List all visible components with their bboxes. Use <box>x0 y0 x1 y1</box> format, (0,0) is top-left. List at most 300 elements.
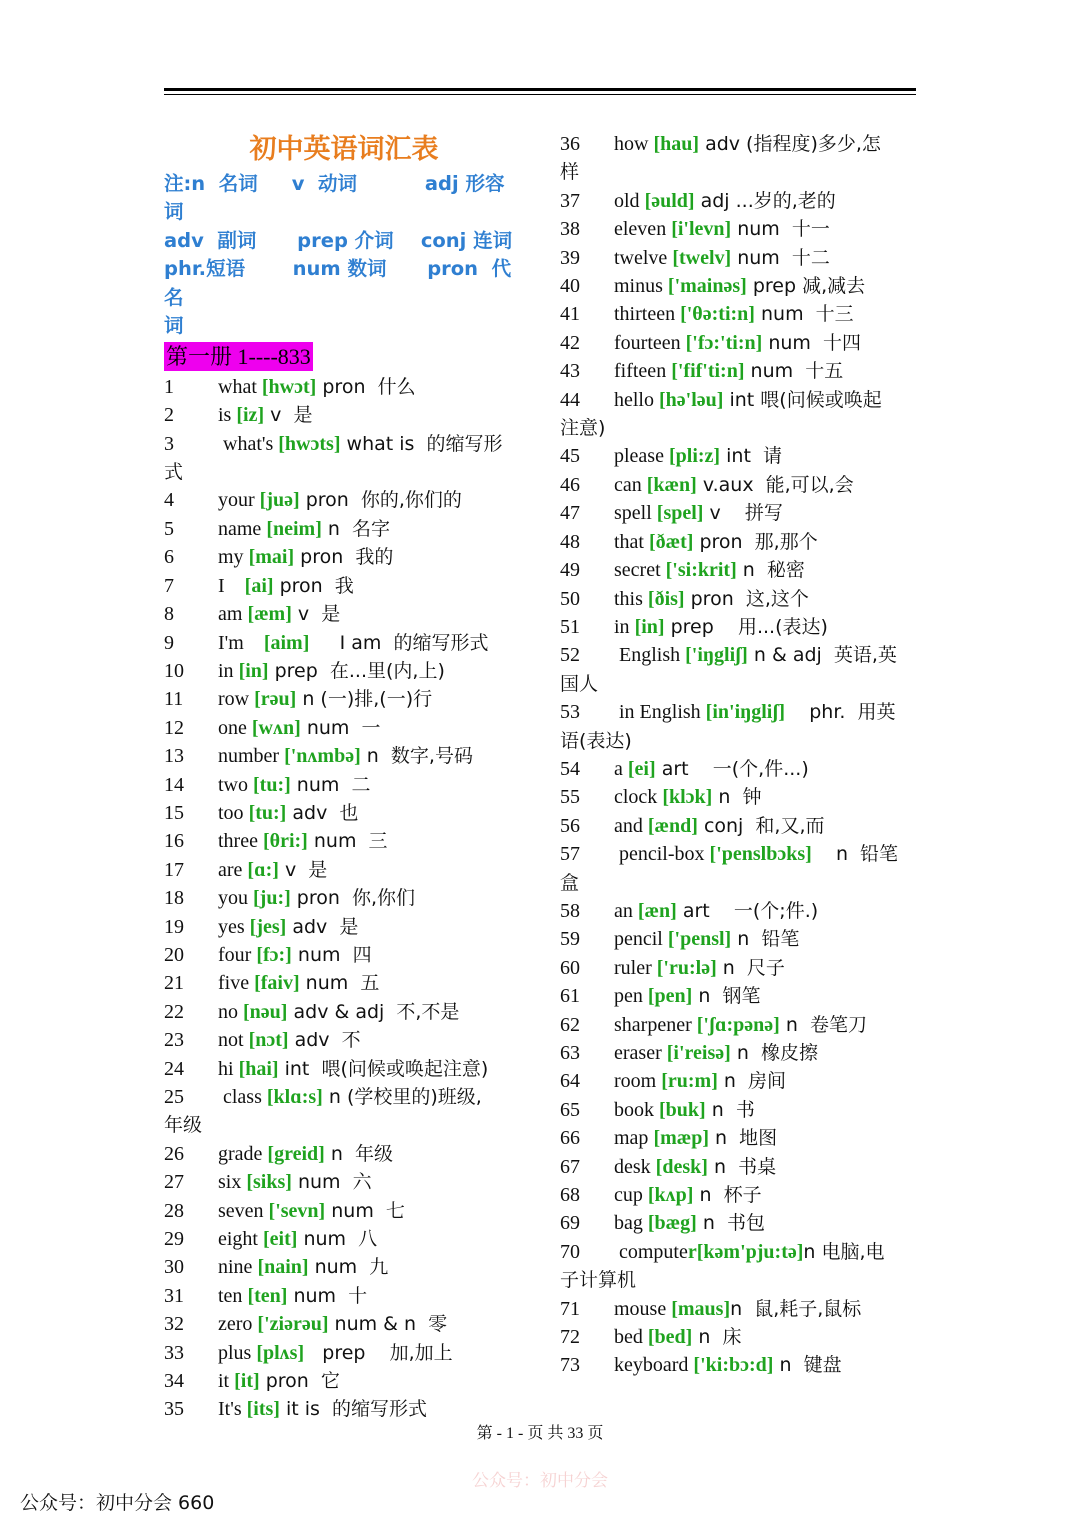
entry-word: pen <box>614 985 648 1008</box>
entry-number: 33 <box>164 1341 184 1364</box>
entry-phonetic: [iz] <box>236 404 265 427</box>
entry-meaning: n 年级 <box>324 1142 393 1165</box>
entry-meaning-continuation: 年级 <box>164 1114 203 1137</box>
entry-meaning: num 六 <box>291 1171 372 1194</box>
entry-number: 23 <box>164 1029 184 1052</box>
vocab-entry <box>560 1181 920 1209</box>
entry-phonetic: ['iŋgliʃ] <box>685 644 748 667</box>
entry-number: 28 <box>164 1199 184 1222</box>
entry-word: keyboard <box>614 1354 694 1377</box>
entry-word: in English <box>614 701 706 724</box>
entry-phonetic: [ju:] <box>253 887 291 910</box>
entry-number: 52 <box>560 644 580 667</box>
entry-meaning: v.aux 能,可以,会 <box>696 473 854 496</box>
vocab-entry <box>560 244 920 272</box>
entry-meaning: int 请 <box>720 445 782 468</box>
entry-phonetic: [bæg] <box>647 1212 697 1235</box>
entry-meaning: n 秘密 <box>736 559 805 582</box>
vocab-entry <box>164 1367 524 1395</box>
entry-meaning: pron 这,这个 <box>684 587 809 610</box>
entry-number: 30 <box>164 1256 184 1279</box>
entry-number: 45 <box>560 445 580 468</box>
entry-phonetic: ['fif'ti:n] <box>671 360 745 383</box>
entry-phonetic: [greid] <box>267 1142 325 1165</box>
entry-meaning: pron 你的,你们的 <box>299 489 462 512</box>
vocab-entry <box>560 499 920 527</box>
right-column <box>560 130 920 1380</box>
entry-phonetic: ['ru:lə] <box>656 956 717 979</box>
entry-meaning: adv & adj 不,不是 <box>287 1000 460 1023</box>
vocab-entry <box>560 329 920 357</box>
entry-word: too <box>218 801 249 824</box>
vocab-entry <box>164 486 524 514</box>
entry-number: 6 <box>164 546 174 569</box>
entry-meaning-continuation: 语(表达) <box>560 729 632 752</box>
vocab-list-left <box>164 373 524 1424</box>
entry-phonetic: [ru:m] <box>661 1070 718 1093</box>
entry-meaning: num 十四 <box>762 331 861 354</box>
vocab-entry <box>560 1067 920 1095</box>
vocab-entry <box>560 1011 920 1039</box>
entry-word: is <box>218 404 237 427</box>
entry-word: twelve <box>614 246 673 269</box>
note-line: 词 <box>164 200 184 224</box>
entry-word: hello <box>614 388 659 411</box>
entry-word: zero <box>218 1313 258 1336</box>
entry-number: 17 <box>164 858 184 881</box>
vocab-entry <box>560 1323 920 1351</box>
entry-word: desk <box>614 1155 656 1178</box>
vocab-entry <box>560 925 920 953</box>
entry-word: minus <box>614 275 668 298</box>
entry-number: 54 <box>560 757 580 780</box>
entry-meaning: n 书桌 <box>707 1155 777 1178</box>
entry-number: 9 <box>164 631 174 654</box>
entry-phonetic: [klɑ:s] <box>266 1086 323 1108</box>
entry-phonetic: [aim] <box>263 631 310 654</box>
entry-phonetic: [ten] <box>247 1284 288 1307</box>
entry-phonetic: [its] <box>246 1398 280 1421</box>
entry-word: am <box>218 603 248 626</box>
vocab-entry <box>164 600 524 628</box>
entry-number: 26 <box>164 1142 184 1165</box>
entry-phonetic: [plʌs] <box>256 1341 305 1364</box>
vocab-entry <box>560 386 920 414</box>
entry-phonetic: ['pensl] <box>667 928 732 951</box>
entry-number: 39 <box>560 246 580 269</box>
entry-word: pencil <box>614 928 668 951</box>
entry-meaning: num 十五 <box>744 360 844 383</box>
entry-word: that <box>614 530 649 553</box>
entry-number: 63 <box>560 1042 580 1064</box>
entry-meaning: adv 也 <box>286 801 359 824</box>
entry-word: number <box>218 745 285 768</box>
watermark-left: 公众号：初中分会 660 <box>20 1492 215 1514</box>
entry-meaning-continuation: 子计算机 <box>560 1269 637 1292</box>
entry-number: 62 <box>560 1013 580 1036</box>
entry-word: eight <box>218 1228 263 1251</box>
entry-word: plus <box>218 1341 257 1364</box>
entry-word: row <box>218 688 255 711</box>
entry-number: 44 <box>560 388 580 411</box>
entry-word: four <box>218 943 257 966</box>
vocab-entry <box>560 1209 920 1237</box>
entry-meaning: n 书包 <box>696 1212 765 1235</box>
entry-word: ruler <box>614 956 657 979</box>
entry-meaning: n & adj 英语,英 <box>747 644 897 667</box>
vocab-entry <box>560 982 920 1010</box>
entry-meaning: n 杯子 <box>693 1184 762 1207</box>
entry-number: 12 <box>164 716 184 739</box>
entry-meaning: v 拼写 <box>703 502 783 525</box>
entry-number: 25 <box>164 1086 184 1108</box>
entry-phonetic: [it] <box>234 1370 260 1393</box>
vocab-entry <box>164 629 524 657</box>
entry-number: 5 <box>164 517 174 540</box>
vocab-entry <box>560 1039 920 1067</box>
entry-phonetic: ['penslbɔks] <box>709 843 812 866</box>
entry-word: cup <box>614 1184 648 1207</box>
entry-number: 59 <box>560 928 580 951</box>
vocab-entry <box>560 272 920 300</box>
entry-word: old <box>614 189 645 212</box>
vocab-entry <box>164 856 524 884</box>
entry-word: bag <box>614 1212 648 1235</box>
entry-meaning: v 是 <box>291 603 341 626</box>
vocab-entry <box>164 1083 524 1111</box>
entry-word: you <box>218 887 253 910</box>
entry-meaning: adv 不 <box>288 1029 361 1052</box>
entry-meaning: pron 我的 <box>294 546 394 569</box>
entry-number: 51 <box>560 615 580 638</box>
entry-meaning: num 八 <box>297 1228 378 1251</box>
vocab-entry <box>164 1055 524 1083</box>
entry-word: five <box>218 972 255 995</box>
entry-word: eleven <box>614 218 672 241</box>
entry-word: compute <box>614 1240 688 1263</box>
entry-phonetic: [pen] <box>647 985 693 1008</box>
book-label: 第一册 1----833 <box>166 344 311 370</box>
entry-word: please <box>614 445 669 468</box>
entry-meaning: num 十 <box>287 1284 368 1307</box>
entry-meaning-continuation: 国人 <box>560 672 599 695</box>
entry-meaning: it is 的缩写形式 <box>279 1398 428 1421</box>
entry-number: 22 <box>164 1000 184 1023</box>
entry-number: 56 <box>560 814 580 837</box>
entry-meaning: conj 和,又,而 <box>697 814 825 837</box>
entry-word: yes <box>218 915 250 938</box>
entry-number: 64 <box>560 1070 580 1093</box>
entry-phonetic: [kæn] <box>646 473 697 496</box>
entry-phonetic: ['si:krit] <box>665 559 737 582</box>
entry-number: 18 <box>164 887 184 910</box>
entry-word: an <box>614 899 638 922</box>
entry-number: 37 <box>560 189 580 212</box>
vocab-entry <box>164 401 524 429</box>
entry-phonetic: [tu:] <box>248 801 287 824</box>
entry-phonetic: [pli:z] <box>668 445 721 468</box>
entry-meaning: num 五 <box>299 972 380 995</box>
entry-word: book <box>614 1098 659 1121</box>
entry-meaning: pron 我 <box>273 574 354 597</box>
header-rule <box>164 88 916 91</box>
entry-word: sharpener <box>614 1013 697 1036</box>
vocab-entry <box>164 742 524 770</box>
vocab-entry <box>164 515 524 543</box>
entry-number: 41 <box>560 303 580 326</box>
entry-number: 58 <box>560 899 580 922</box>
entry-meaning: n 房间 <box>717 1070 787 1093</box>
entry-number: 27 <box>164 1171 184 1194</box>
entry-number: 35 <box>164 1398 184 1421</box>
entry-phonetic: [æm] <box>247 603 292 626</box>
entry-number: 70 <box>560 1240 580 1263</box>
entry-word: ten <box>218 1284 248 1307</box>
entry-word: a <box>614 757 628 780</box>
entry-number: 69 <box>560 1212 580 1235</box>
entry-phonetic: [mai] <box>248 546 295 569</box>
entry-number: 4 <box>164 489 174 512</box>
vocab-entry <box>560 187 920 215</box>
vocab-entry <box>164 1339 524 1367</box>
entry-meaning: prep 用...(表达) <box>664 615 828 638</box>
entry-meaning: pron 你,你们 <box>290 887 416 910</box>
entry-meaning: n (学校里的)班级, <box>322 1086 482 1108</box>
entry-phonetic: ['mainəs] <box>667 275 747 298</box>
entry-phonetic: [ðis] <box>647 587 685 610</box>
entry-word: spell <box>614 502 657 525</box>
vocab-entry <box>560 1096 920 1124</box>
entry-number: 3 <box>164 432 174 455</box>
vocab-entry <box>560 471 920 499</box>
entry-number: 15 <box>164 801 184 824</box>
entry-meaning: n 钟 <box>712 786 762 809</box>
abbreviation-notes <box>164 170 524 340</box>
entry-phonetic: [æn] <box>637 899 677 922</box>
vocab-entry <box>164 714 524 742</box>
entry-word: nine <box>218 1256 258 1279</box>
left-column <box>164 130 524 1424</box>
vocab-entry <box>164 827 524 855</box>
entry-phonetic: [tu:] <box>253 773 291 796</box>
entry-word: fifteen <box>614 360 672 383</box>
vocab-entry <box>164 941 524 969</box>
entry-word: not <box>218 1029 249 1052</box>
entry-meaning: num 四 <box>291 943 372 966</box>
vocab-entry <box>560 215 920 243</box>
entry-number: 8 <box>164 603 174 626</box>
entry-word: seven <box>218 1199 269 1222</box>
entry-meaning-continuation: 式 <box>164 461 184 484</box>
entry-word: secret <box>614 559 666 582</box>
entry-phonetic: [jes] <box>249 915 287 938</box>
entry-number: 67 <box>560 1155 580 1178</box>
entry-number: 11 <box>164 688 184 711</box>
entry-phonetic: [hau] <box>653 133 700 155</box>
entry-meaning: n 名字 <box>321 517 391 540</box>
vocab-entry <box>164 543 524 571</box>
entry-phonetic: [i'levn] <box>671 218 732 241</box>
vocab-entry <box>560 1238 920 1266</box>
entry-number: 55 <box>560 786 580 809</box>
vocab-entry <box>164 799 524 827</box>
vocab-entry <box>164 657 524 685</box>
vocab-entry <box>164 1026 524 1054</box>
vocab-entry <box>560 1295 920 1323</box>
vocab-entry <box>164 572 524 600</box>
entry-word: are <box>218 858 248 881</box>
entry-number: 16 <box>164 830 184 853</box>
entry-number: 68 <box>560 1184 580 1207</box>
entry-phonetic: [neim] <box>266 517 322 540</box>
entry-phonetic: [in'iŋgliʃ] <box>705 701 786 724</box>
entry-meaning: v 是 <box>264 404 313 427</box>
entry-meaning: n 尺子 <box>716 956 785 979</box>
entry-word: grade <box>218 1142 268 1165</box>
entry-phonetic: ['ki:bɔ:d] <box>693 1354 774 1377</box>
entry-word: this <box>614 587 648 610</box>
entry-number: 34 <box>164 1370 184 1393</box>
entry-number: 20 <box>164 943 184 966</box>
entry-meaning: n 书 <box>705 1098 755 1121</box>
entry-number: 21 <box>164 972 184 995</box>
note-line: 词 <box>164 314 184 338</box>
entry-phonetic: [i'reisə] <box>666 1042 731 1064</box>
entry-word: map <box>614 1127 654 1150</box>
vocab-entry <box>560 783 920 811</box>
entry-meaning-continuation: 样 <box>560 161 580 184</box>
entry-number: 10 <box>164 659 184 682</box>
entry-number: 61 <box>560 985 580 1008</box>
entry-phonetic: [mæp] <box>653 1127 709 1150</box>
vocab-entry <box>560 130 920 158</box>
entry-phonetic: [hwɔt] <box>261 375 317 398</box>
entry-number: 1 <box>164 375 174 398</box>
entry-meaning: num 一 <box>300 716 381 739</box>
vocab-entry <box>164 771 524 799</box>
entry-meaning: v 是 <box>278 858 328 881</box>
entry-number: 29 <box>164 1228 184 1251</box>
entry-meaning: prep 加,加上 <box>304 1341 453 1364</box>
entry-word: it <box>218 1370 235 1393</box>
entry-phonetic: [nain] <box>257 1256 309 1279</box>
entry-phonetic: [ðæt] <box>649 530 694 553</box>
entry-meaning: n (一)排,(一)行 <box>296 688 433 711</box>
entry-word: my <box>218 546 249 569</box>
entry-word: two <box>218 773 253 796</box>
entry-number: 60 <box>560 956 580 979</box>
vocab-entry <box>164 1197 524 1225</box>
vocab-entry <box>164 1253 524 1281</box>
entry-meaning: prep 减,减去 <box>746 275 866 298</box>
entry-meaning: n 橡皮擦 <box>730 1042 818 1064</box>
entry-phonetic: [rəu] <box>254 688 297 711</box>
entry-meaning: n 地图 <box>708 1127 778 1150</box>
entry-meaning: num 十二 <box>731 246 830 269</box>
entry-number: 49 <box>560 559 580 582</box>
vocab-entry <box>560 897 920 925</box>
entry-meaning: num 七 <box>325 1199 405 1222</box>
entry-word: bed <box>614 1326 648 1349</box>
vocab-entry <box>560 840 920 868</box>
entry-word: in <box>218 659 239 682</box>
entry-number: 47 <box>560 502 580 525</box>
entry-word: your <box>218 489 260 512</box>
entry-meaning: num 十一 <box>731 218 830 241</box>
entry-meaning: n 床 <box>692 1326 742 1349</box>
vocab-entry <box>560 1351 920 1379</box>
vocab-entry <box>560 585 920 613</box>
entry-meaning: pron 它 <box>259 1370 340 1393</box>
entry-number: 73 <box>560 1354 580 1377</box>
entry-phonetic: [eit] <box>263 1228 298 1251</box>
entry-phonetic: [faiv] <box>254 972 300 995</box>
entry-phonetic: [bed] <box>647 1326 693 1349</box>
entry-phonetic: [hə'ləu] <box>659 388 724 411</box>
vocab-entry <box>164 1168 524 1196</box>
entry-phonetic: [nɔt] <box>248 1029 289 1052</box>
entry-number: 19 <box>164 915 184 938</box>
note-line: 注:n 名词 v 动词 adj 形容 <box>164 172 505 195</box>
entry-meaning: adj ...岁的,老的 <box>694 189 836 212</box>
entry-number: 2 <box>164 404 174 427</box>
entry-meaning: art 一(个,件...) <box>655 757 809 780</box>
entry-phonetic: [əuld] <box>644 189 695 212</box>
entry-phonetic: [ɑ:] <box>247 858 279 881</box>
entry-meaning: int 喂(问候或唤起注意) <box>278 1057 489 1080</box>
vocab-entry <box>560 755 920 783</box>
entry-word: and <box>614 814 648 837</box>
vocab-entry <box>164 373 524 401</box>
entry-word: six <box>218 1171 247 1194</box>
entry-word: room <box>614 1070 662 1093</box>
entry-phonetic: [maus] <box>671 1297 731 1320</box>
entry-word: I'm <box>218 631 264 654</box>
entry-word: thirteen <box>614 303 681 326</box>
vocab-entry <box>560 442 920 470</box>
entry-number: 72 <box>560 1326 580 1349</box>
entry-phonetic: [hai] <box>238 1057 279 1080</box>
note-line: adv 副词 prep 介词 conj 连词 <box>164 228 513 252</box>
vocab-entry <box>560 300 920 328</box>
vocab-entry <box>164 685 524 713</box>
entry-number: 42 <box>560 331 580 354</box>
vocab-list-right <box>560 130 920 1380</box>
vocab-entry <box>164 884 524 912</box>
entry-meaning: num 二 <box>290 773 371 796</box>
entry-meaning: n 数字,号码 <box>360 745 473 768</box>
entry-meaning: n 电脑,电 <box>803 1240 885 1263</box>
note-line: phr.短语 num 数词 pron 代名 <box>164 257 512 309</box>
entry-word: pencil-box <box>614 843 710 866</box>
vocab-entry <box>560 812 920 840</box>
vocab-entry <box>164 969 524 997</box>
entry-meaning: num 九 <box>308 1256 389 1279</box>
entry-word: one <box>218 716 252 739</box>
entry-number: 7 <box>164 574 174 597</box>
entry-number: 66 <box>560 1127 580 1150</box>
entry-meaning: adv 是 <box>286 915 359 938</box>
entry-number: 71 <box>560 1297 580 1320</box>
entry-number: 57 <box>560 843 580 866</box>
entry-meaning: int 喂(问候或唤起 <box>723 388 882 411</box>
entry-phonetic: [ænd] <box>647 814 698 837</box>
vocab-entry <box>560 528 920 556</box>
vocab-entry <box>164 913 524 941</box>
entry-number: 36 <box>560 133 580 155</box>
entry-word: I <box>218 574 245 597</box>
entry-phonetic: [klɔk] <box>662 786 713 809</box>
